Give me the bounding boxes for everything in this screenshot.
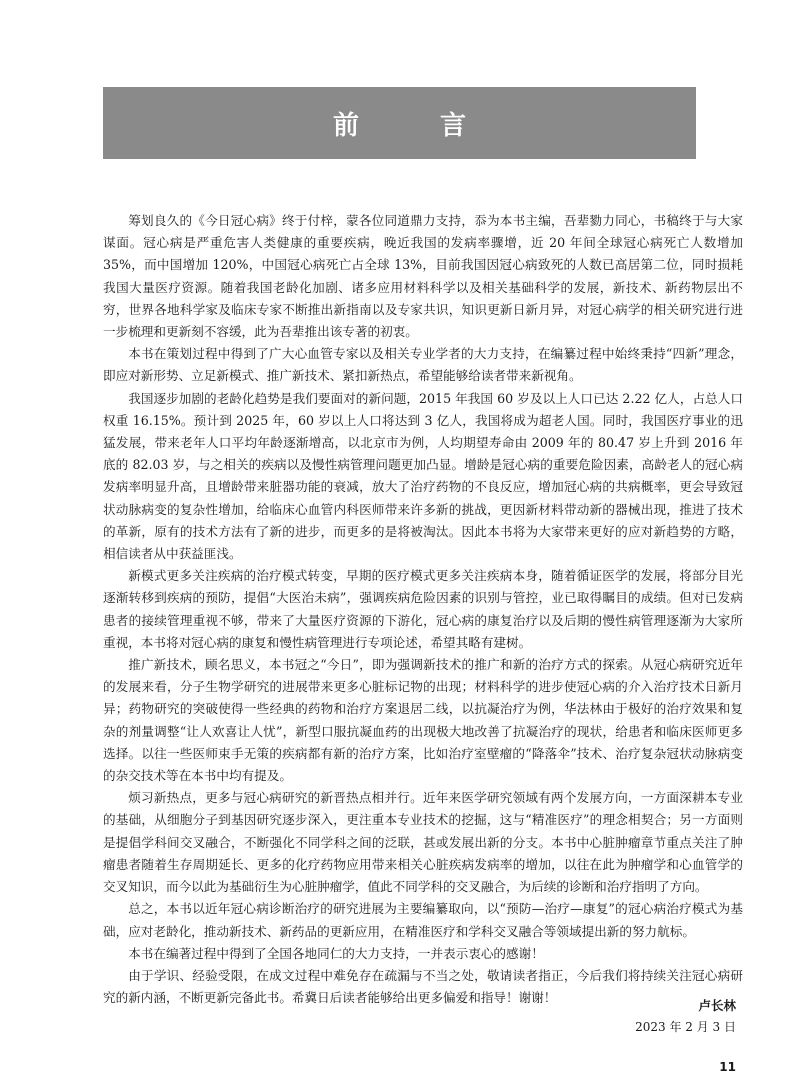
page-title: 前 言 (332, 110, 503, 141)
paragraph: 我国逐步加剧的老龄化趋势是我们要面对的新问题，2015 年我国 60 岁及以上人口已达 2.22 亿人，占总人口权重 16.15%。预计到 2025 年，60 岁以上人口将达到 3 亿人，我国将成为超老人国。同时，我国医疗事业的迅猛发展，带来老年人口平均年龄逐渐增高，以北京市为例，人均期望寿命由 2009 年的 80.47 岁上升到 2016 年底的 82.03 岁，与之相关的疾病以及慢性病管理问题更加凸显。增龄是冠心病的重要危险因素，高龄老人的冠心病发病率明显升高，且增龄带来脏器功能的衰减，放大了治疗药物的不良反应，增加冠心病的共病概率，更会导致冠状动脉病变的复杂性增加，给临床心血管内科医师带来许多新的挑战，更因新材料带动新的器械出现，推进了技术的革新，原有的技术方法有了新的进步，而更多的是将被淘汰。因此本书将为大家带来更好的应对新趋势的方略，相信读者从中获益匪浅。 (103, 390, 743, 562)
preface-body (103, 210, 743, 1009)
paragraph: 总之，本书以近年冠心病诊断治疗的研究进展为主要编纂取向，以“预防—治疗—康复”的冠心病治疗模式为基础，应对老龄化，推动新技术、新药品的更新应用，在精准医疗和学科交叉融合等领域提出新的努力航标。 (103, 901, 743, 939)
page-number: 11 (719, 1060, 736, 1074)
title-banner (103, 87, 696, 159)
paragraph: 推广新技术，顾名思义，本书冠之“今日”，即为强调新技术的推广和新的治疗方式的探索。从冠心病研究近年的发展来看，分子生物学研究的进展带来更多心脏标记物的出现；材料科学的进步使冠心病的介入治疗技术日新月异；药物研究的突破使得一些经典的药物和治疗方案退居二线，以抗凝治疗为例，华法林由于极好的治疗效果和复杂的剂量调整“让人欢喜让人忧”，新型口服抗凝血药的出现极大地改善了抗凝治疗的现状，给患者和临床医师更多选择。以往一些医师束手无策的疾病都有新的治疗方案，比如治疗室壁瘤的“降落伞”技术、治疗复杂冠状动脉病变的杂交技术等在本书中均有提及。 (103, 657, 743, 784)
signature-date: 2023 年 2 月 3 日 (635, 1020, 736, 1034)
author-name: 卢长林 (698, 998, 736, 1013)
paragraph: 本书在策划过程中得到了广大心血管专家以及相关专业学者的大力支持，在编纂过程中始终秉持“四新”理念，即应对新形势、立足新模式、推广新技术、紧扣新热点，希望能够给读者带来新视角。 (103, 346, 743, 384)
paragraph: 筹划良久的《今日冠心病》终于付梓，蒙各位同道鼎力支持，忝为本书主编，吾辈勠力同心，书稿终于与大家谋面。冠心病是严重危害人类健康的重要疾病，晚近我国的发病率骤增，近 20 年间全球冠心病死亡人数增加 35%，而中国增加 120%，中国冠心病死亡占全球 13%，目前我国因冠心病致死的人数已高居第二位，同时损耗我国大量医疗资源。随着我国老龄化加剧、诸多应用材料科学以及相关基础科学的发展，新技术、新药物层出不穷，世界各地科学家及临床专家不断推出新指南以及专家共识，知识更新日新月异，对冠心病学的相关研究进行进一步梳理和更新刻不容缓，此为吾辈推出该专著的初衷。 (103, 213, 743, 340)
paragraph: 烦习新热点，更多与冠心病研究的新晋热点相并行。近年来医学研究领域有两个发展方向，一方面深耕本专业的基础，从细胞分子到基因研究逐步深入，更注重本专业技术的挖掘，这与“精准医疗”的理念相契合；另一方面则是提倡学科间交叉融合，不断强化不同学科之间的泛联，甚或发展出新的分支。本书中心脏肿瘤章节重点关注了肿瘤患者随着生存周期延长、更多的化疗药物应用带来相关心脏疾病发病率的增加，以往在此为肿瘤学和心血管学的交叉知识，而今以此为基础衍生为心脏肿瘤学，值此不同学科的交叉融合，为后续的诊断和治疗指明了方向。 (103, 790, 743, 895)
paragraph: 新模式更多关注疾病的治疗模式转变，早期的医疗模式更多关注疾病本身，随着循证医学的发展，将部分目光逐渐转移到疾病的预防，提倡“大医治未病”，强调疾病危险因素的识别与管控，业已取得瞩目的成绩。但对已发病患者的接续管理重视不够，带来了大量医疗资源的下游化，冠心病的康复治疗以及后期的慢性病管理逐渐为大家所重视，本书将对冠心病的康复和慢性病管理进行专项论述，希望其略有建树。 (103, 568, 743, 650)
signature-block (635, 996, 736, 1035)
paragraph: 由于学识、经验受限，在成文过程中难免存在疏漏与不当之处，敬请读者指正，今后我们将持续关注冠心病研究的新内涵，不断更新完备此书。希冀日后读者能够给出更多偏爱和指导！谢谢！ (103, 967, 743, 1006)
paragraph: 本书在编著过程中得到了全国各地同仁的大力支持，一并表示衷心的感谢！ (128, 945, 544, 961)
